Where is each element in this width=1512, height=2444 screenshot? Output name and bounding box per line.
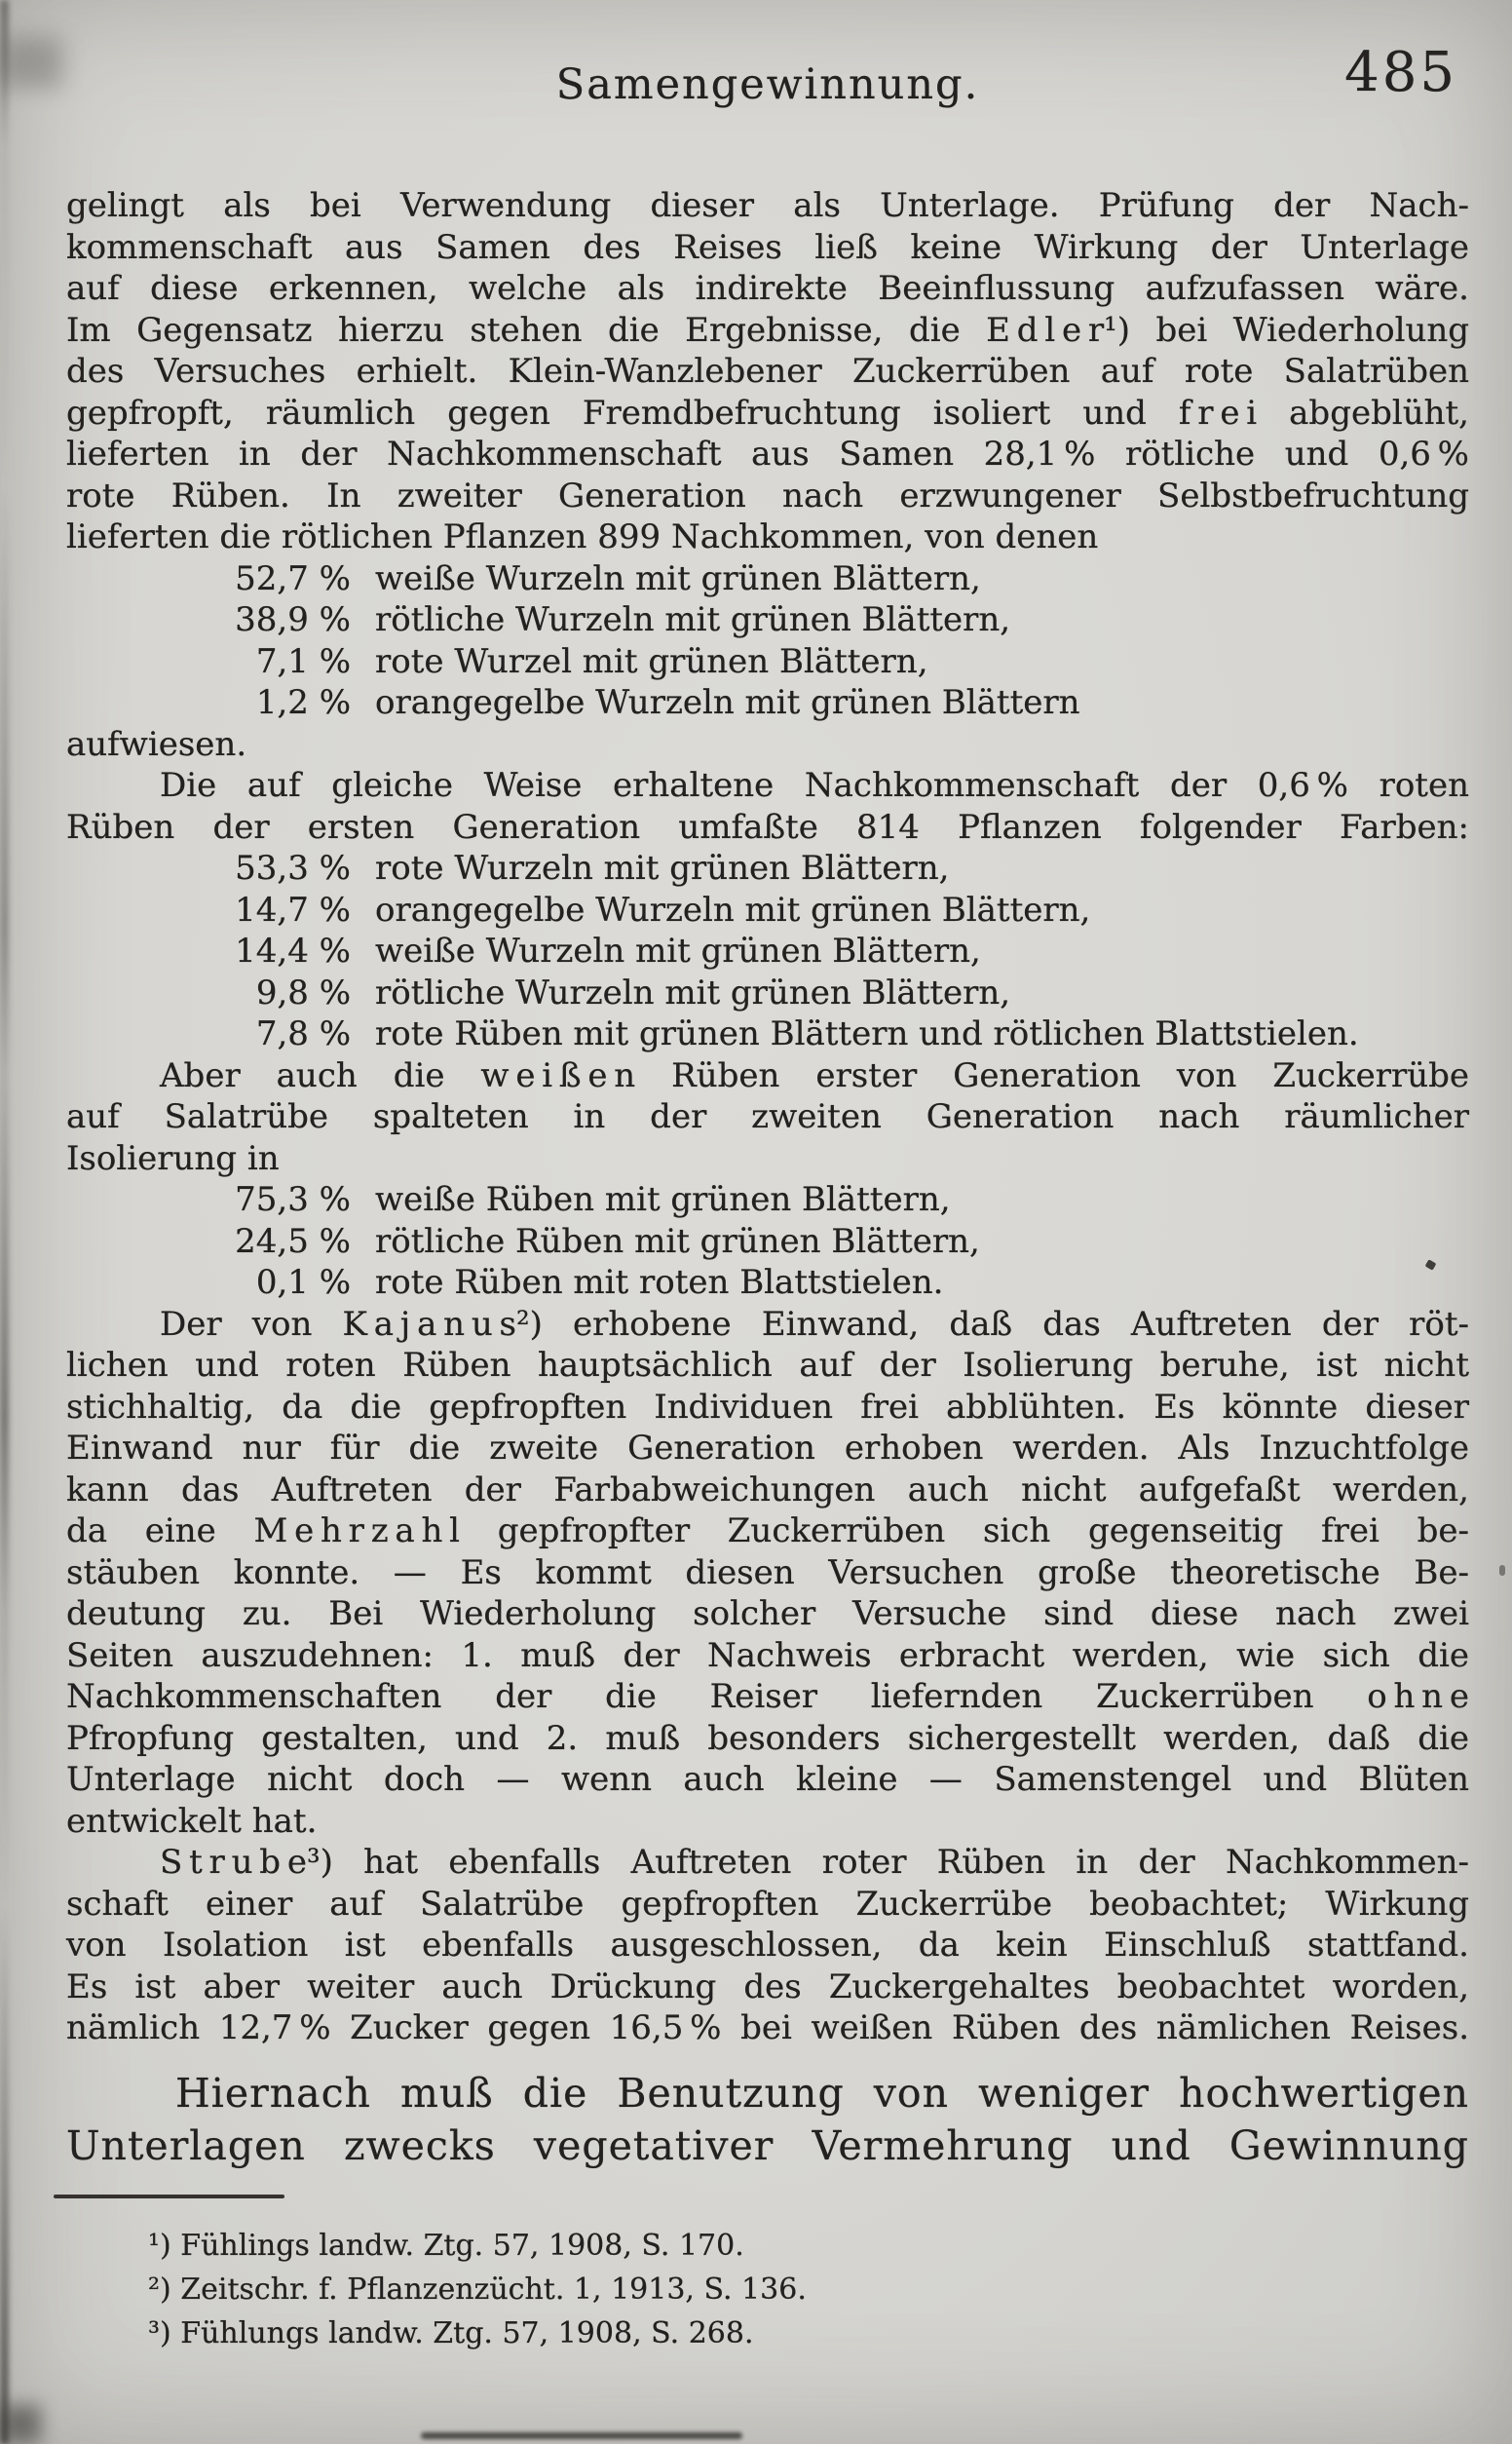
paragraph [66, 1842, 1469, 2049]
text-line: Rüben der ersten Generation umfaßte 814 Pflanzen folgender Farben: [66, 807, 1469, 847]
percentage-value: 1,2 % [255, 683, 351, 722]
footnote: ³) Fühlungs landw. Ztg. 57, 1908, S. 268. [148, 2316, 754, 2350]
running-head-title: Samengewinnung. [555, 60, 980, 109]
text-line: S t r u b e³) hat ebenfalls Auftreten roter Rüben in der Nachkommen- [160, 1843, 1469, 1882]
footnote: ¹) Fühlings landw. Ztg. 57, 1908, S. 170. [148, 2229, 744, 2263]
text-line: Isolierung in [66, 1138, 280, 1178]
text-line: kann das Auftreten der Farbabweichungen auch nicht aufgefaßt werden, [66, 1470, 1469, 1509]
text-line: kommenschaft aus Samen des Reises ließ keine Wirkung der Unterlage [66, 227, 1469, 267]
percentage-list-item [66, 890, 1469, 932]
text-line: entwickelt hat. [66, 1801, 318, 1841]
scan-artifact-corner-blot [0, 2405, 41, 2444]
percentage-label: orangegelbe Wurzeln mit grünen Blättern [375, 683, 1080, 722]
percentage-value: 24,5 % [235, 1221, 351, 1261]
text-line: Der von K a j a n u s²) erhobene Einwand, daß das Auftreten der röt- [160, 1304, 1469, 1344]
percentage-label: weiße Wurzeln mit grünen Blättern, [375, 558, 981, 598]
percentage-label: rötliche Wurzeln mit grünen Blättern, [375, 973, 1011, 1012]
text-line: lichen und roten Rüben hauptsächlich auf der Isolierung beruhe, ist nicht [66, 1346, 1469, 1385]
percentage-label: rote Wurzeln mit grünen Blättern, [375, 849, 950, 888]
percentage-list-item [66, 1221, 1469, 1263]
percentage-list-item [66, 848, 1469, 890]
footnote: ²) Zeitschr. f. Pflanzenzücht. 1, 1913, S. 136. [148, 2272, 807, 2307]
percentage-label: rote Rüben mit grünen Blättern und rötlichen Blattstielen. [375, 1014, 1359, 1053]
percentage-list-item [66, 558, 1469, 600]
scan-artifact-top-smear [0, 37, 62, 88]
text-line: aufwiesen. [66, 724, 247, 764]
text-line: stichhaltig, da die gepfropften Individuen frei abblühten. Es könnte dieser [66, 1387, 1469, 1427]
footnote-separator [54, 2195, 284, 2198]
text-line: gepfropft, räumlich gegen Fremdbefruchtung isoliert und f r e i abgeblüht, [66, 393, 1469, 433]
percentage-label: weiße Wurzeln mit grünen Blättern, [375, 932, 981, 971]
text-line: lieferten in der Nachkommenschaft aus Samen 28,1 % rötliche und 0,6 % [66, 435, 1469, 474]
paragraph [66, 2067, 1469, 2172]
text-line: Pfropfung gestalten, und 2. muß besonders sichergestellt werden, daß die [66, 1718, 1469, 1758]
text-line: stäuben konnte. — Es kommt diesen Versuchen große theoretische Be- [66, 1552, 1469, 1592]
text-line: Hiernach muß die Benutzung von weniger hochwertigen [175, 2069, 1469, 2117]
text-line: rote Rüben. In zweiter Generation nach erzwungener Selbstbefruchtung [66, 476, 1469, 516]
percentage-value: 14,4 % [235, 932, 351, 971]
percentage-list-item [66, 1013, 1469, 1055]
page-body [66, 185, 1469, 2172]
text-line: Nachkommenschaften der die Reiser liefernden Zuckerrüben o h n e [66, 1677, 1469, 1716]
percentage-value: 14,7 % [235, 890, 351, 930]
paragraph [66, 1055, 1469, 1180]
paragraph [66, 724, 1469, 766]
percentage-list-item [66, 599, 1469, 641]
paragraph [66, 185, 1469, 558]
text-line: da eine M e h r z a h l gepfropfter Zuckerrüben sich gegenseitig frei be- [66, 1511, 1469, 1550]
percentage-list-item [66, 682, 1469, 724]
text-line: Im Gegensatz hierzu stehen die Ergebnisse, die E d l e r¹) bei Wiederholung [66, 310, 1469, 350]
paragraph [66, 765, 1469, 848]
percentage-value: 53,3 % [235, 849, 351, 888]
percentage-label: rötliche Rüben mit grünen Blättern, [375, 1221, 980, 1261]
percentage-list-item [66, 973, 1469, 1014]
percentage-value: 38,9 % [235, 600, 351, 639]
text-line: deutung zu. Bei Wiederholung solcher Versuche sind diese nach zwei [66, 1594, 1469, 1633]
scan-artifact-bottom-streak [421, 2432, 742, 2439]
paragraph [66, 1304, 1469, 1843]
text-line: nämlich 12,7 % Zucker gegen 16,5 % bei weißen Rüben des nämlichen Reises. [66, 2008, 1469, 2047]
text-line: Die auf gleiche Weise erhaltene Nachkommenschaft der 0,6 % roten [160, 766, 1469, 805]
percentage-value: 52,7 % [235, 558, 351, 598]
percentage-value: 0,1 % [255, 1263, 351, 1302]
footnotes [66, 2224, 1469, 2355]
text-line: Unterlage nicht doch — wenn auch kleine — Samenstengel und Blüten [66, 1760, 1469, 1799]
percentage-list-item [66, 1262, 1469, 1304]
percentage-value: 75,3 % [235, 1180, 351, 1219]
percentage-label: orangegelbe Wurzeln mit grünen Blättern, [375, 890, 1091, 930]
percentage-list-item [66, 641, 1469, 683]
percentage-label: rote Rüben mit roten Blattstielen. [375, 1263, 944, 1302]
text-line: Aber auch die w e i ß e n Rüben erster Generation von Zuckerrübe [160, 1055, 1469, 1095]
text-line: gelingt als bei Verwendung dieser als Unterlage. Prüfung der Nach- [66, 186, 1469, 225]
page-number: 485 [1344, 41, 1457, 104]
percentage-value: 7,1 % [255, 641, 351, 681]
text-line: des Versuches erhielt. Klein-Wanzlebener Zuckerrüben auf rote Salatrüben [66, 352, 1469, 391]
text-line: Seiten auszudehnen: 1. muß der Nachweis erbracht werden, wie sich die [66, 1635, 1469, 1675]
text-line: Es ist aber weiter auch Drückung des Zuckergehaltes beobachtet worden, [66, 1967, 1469, 2006]
percentage-list-item [66, 931, 1469, 973]
scan-artifact-gutter-shadow [0, 0, 9, 2444]
percentage-label: rötliche Wurzeln mit grünen Blättern, [375, 600, 1011, 639]
text-line: auf diese erkennen, welche als indirekte Beeinflussung aufzufassen wäre. [66, 269, 1469, 308]
percentage-label: weiße Rüben mit grünen Blättern, [375, 1180, 951, 1219]
text-line: Einwand nur für die zweite Generation erhoben werden. Als Inzuchtfolge [66, 1429, 1469, 1468]
page-header [66, 39, 1469, 127]
percentage-value: 9,8 % [255, 973, 351, 1012]
text-line: auf Salatrübe spalteten in der zweiten Generation nach räumlicher [66, 1097, 1469, 1136]
text-line: von Isolation ist ebenfalls ausgeschlossen, da kein Einschluß stattfand. [66, 1926, 1469, 1965]
percentage-list-item [66, 1179, 1469, 1221]
text-line: schaft einer auf Salatrübe gepfropften Zuckerrübe beobachtet; Wirkung [66, 1884, 1469, 1924]
text-line: lieferten die rötlichen Pflanzen 899 Nachkommen, von denen [66, 517, 1099, 556]
text-line: Unterlagen zwecks vegetativer Vermehrung und Gewinnung [66, 2121, 1469, 2169]
percentage-value: 7,8 % [255, 1014, 351, 1053]
percentage-label: rote Wurzel mit grünen Blättern, [375, 641, 928, 681]
scan-artifact-ink-speck [1499, 1565, 1505, 1576]
